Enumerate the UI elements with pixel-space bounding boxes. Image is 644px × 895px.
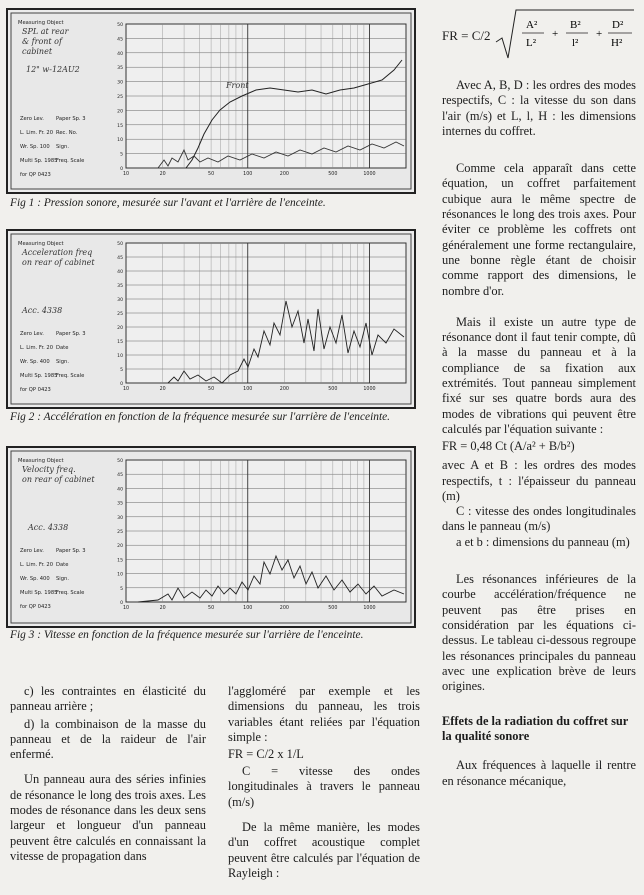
form-field: Date bbox=[56, 345, 69, 351]
y-tick-label: 10 bbox=[117, 354, 123, 359]
note: Velocity freq. bbox=[22, 465, 76, 474]
x-tick-label: 100 bbox=[243, 606, 253, 611]
x-tick-label: 20 bbox=[159, 172, 166, 177]
form-field: Multi Sp. 1985 bbox=[20, 158, 58, 164]
note: cabinet bbox=[22, 47, 53, 56]
y-tick-label: 0 bbox=[120, 167, 123, 172]
x-tick-label: 20 bbox=[159, 387, 166, 392]
left-paragraph-3: Un panneau aura des séries infinies de résonance le long des trois axes. Les modes de résonance dans les deux sens largeur et longueur d'un panneau peuvent être calculés en connaissant la vitesse de propagation dans bbox=[10, 772, 206, 863]
y-tick-label: 45 bbox=[117, 256, 123, 261]
left-column bbox=[10, 684, 206, 878]
y-tick-label: 30 bbox=[117, 298, 123, 303]
y-tick-label: 15 bbox=[117, 558, 123, 564]
note: Measuring Object bbox=[18, 241, 64, 247]
form-field: Freq. Scale bbox=[56, 373, 85, 379]
x-tick-label: 1000 bbox=[363, 606, 376, 611]
figure-1-caption: Fig 1 : Pression sonore, mesurée sur l'avant et l'arrière de l'enceinte. bbox=[10, 197, 326, 209]
rayleigh-formula-radical bbox=[494, 6, 634, 66]
right-paragraph-5: C : vitesse des ondes longitudinales dans le panneau (m/s) bbox=[442, 504, 636, 534]
mid-formula: FR = C/2 x 1/L bbox=[228, 747, 304, 762]
right-column bbox=[442, 6, 636, 803]
y-tick-label: 10 bbox=[117, 572, 123, 578]
svg-text:H²: H² bbox=[611, 37, 623, 49]
note: 12" w-12AU2 bbox=[26, 65, 80, 74]
x-tick-label: 200 bbox=[279, 172, 289, 177]
note: Acceleration freq bbox=[22, 248, 93, 257]
figure-1-grid bbox=[126, 24, 406, 168]
y-tick-label: 5 bbox=[120, 586, 123, 592]
y-tick-label: 20 bbox=[117, 109, 123, 115]
note: Acc. 4338 bbox=[22, 306, 63, 315]
form-field: Wr. Sp. 100 bbox=[20, 144, 50, 150]
right-paragraph-3: Mais il existe un autre type de résonance dont il faut tenir compte, dû à la masse du panneau et à la compliance de sa fixation aux extrémités. Tout panneau simplement fixé sur ses quatre bords aura des modes de vibrations qui peuvent être calculés par l'équation suivante : bbox=[442, 314, 636, 436]
y-tick-label: 35 bbox=[117, 284, 123, 289]
right-paragraph-4: avec A et B : les ordres des modes respectifs, t : l'épaisseur du panneau (m) bbox=[442, 458, 636, 503]
x-tick-label: 100 bbox=[243, 172, 253, 177]
form-field: for QP 0423 bbox=[20, 604, 51, 610]
form-field: Zero Lev. bbox=[20, 116, 44, 122]
mid-paragraph-3: De la même manière, les modes d'un coffret acoustique complet peuvent être calculés par l'équation de Rayleigh : bbox=[228, 820, 420, 880]
right-paragraph-8: Aux fréquences à laquelle il rentre en résonance mécanique, bbox=[442, 758, 636, 788]
form-field: Paper Sp. 3 bbox=[56, 548, 86, 554]
form-field: L. Lim. Fr. 20 bbox=[20, 562, 54, 568]
x-tick-label: 200 bbox=[279, 606, 289, 611]
svg-text:D²: D² bbox=[612, 19, 624, 31]
figure-1-chart bbox=[8, 10, 414, 192]
y-tick-label: 0 bbox=[120, 601, 123, 606]
y-tick-label: 5 bbox=[120, 368, 123, 373]
note: Measuring Object bbox=[18, 20, 64, 26]
figure-2-caption: Fig 2 : Accélération en fonction de la fréquence mesurée sur l'arrière de l'enceinte. bbox=[10, 411, 391, 423]
form-field: for QP 0423 bbox=[20, 172, 51, 178]
figure-3-chart bbox=[8, 448, 414, 626]
mid-paragraph-2: C = vitesse des ondes longitudinales à travers le panneau (m/s) bbox=[228, 764, 420, 809]
form-field: Sign. bbox=[56, 359, 69, 365]
y-tick-label: 0 bbox=[120, 382, 123, 387]
form-field: Rec. No. bbox=[56, 130, 78, 136]
rayleigh-formula-lhs: FR = C/2 bbox=[442, 28, 491, 43]
y-tick-label: 20 bbox=[117, 326, 123, 331]
form-field: Freq. Scale bbox=[56, 158, 85, 164]
y-tick-label: 10 bbox=[117, 138, 123, 144]
svg-text:l²: l² bbox=[572, 37, 579, 49]
x-tick-label: 50 bbox=[208, 172, 215, 177]
y-tick-label: 20 bbox=[117, 544, 123, 550]
form-field: Zero Lev. bbox=[20, 548, 44, 554]
note: SPL at rear bbox=[22, 27, 69, 36]
y-tick-label: 50 bbox=[117, 459, 123, 464]
x-tick-label: 500 bbox=[328, 387, 338, 392]
y-tick-label: 5 bbox=[120, 152, 123, 158]
note: on rear of cabinet bbox=[22, 475, 95, 484]
x-tick-label: 1000 bbox=[363, 172, 376, 177]
figure-3-caption: Fig 3 : Vitesse en fonction de la fréquence mesurée sur l'arrière de l'enceinte. bbox=[10, 629, 364, 641]
figure-2 bbox=[6, 229, 416, 409]
note: & front of bbox=[22, 37, 62, 46]
form-field: L. Lim. Fr. 20 bbox=[20, 130, 54, 136]
svg-text:+: + bbox=[552, 28, 559, 40]
figure-3-grid bbox=[126, 460, 406, 602]
svg-text:L²: L² bbox=[526, 37, 537, 49]
x-tick-label: 10 bbox=[122, 387, 130, 392]
section-heading: Effets de la radiation du coffret sur la qualité sonore bbox=[442, 714, 629, 744]
form-field: Freq. Scale bbox=[56, 590, 85, 596]
x-tick-label: 100 bbox=[243, 387, 253, 392]
y-tick-label: 50 bbox=[117, 242, 123, 247]
form-field: Multi Sp. 1985 bbox=[20, 590, 58, 596]
x-tick-label: 1000 bbox=[363, 387, 376, 392]
y-tick-label: 35 bbox=[117, 501, 123, 507]
y-tick-label: 25 bbox=[117, 312, 123, 317]
x-tick-label: 50 bbox=[208, 387, 215, 392]
svg-text:B²: B² bbox=[570, 19, 581, 31]
y-tick-label: 25 bbox=[117, 530, 123, 535]
form-field: Paper Sp. 3 bbox=[56, 331, 86, 337]
right-paragraph-1: Avec A, B, D : les ordres des modes respectifs, C : la vitesse du son dans l'air (m/s) et L, l, H : les dimensions internes du coffret. bbox=[442, 78, 636, 138]
form-field: Zero Lev. bbox=[20, 331, 44, 337]
y-tick-label: 30 bbox=[117, 515, 123, 521]
form-field: Sign. bbox=[56, 144, 69, 150]
figure-3 bbox=[6, 446, 416, 628]
form-field: Sign. bbox=[56, 576, 69, 582]
y-tick-label: 40 bbox=[117, 270, 123, 275]
form-field: Wr. Sp. 400 bbox=[20, 576, 50, 582]
y-tick-label: 30 bbox=[117, 80, 123, 86]
x-tick-label: 10 bbox=[122, 606, 130, 611]
right-paragraph-2: Comme cela apparaît dans cette équation, un coffret parfaitement cubique aura le même spectre de résonances le long des trois axes. Pour éviter ce problème les coffrets ont généralement une forme rectangulaire, une bonne règle étant de choisir comme rapport des dimensions, le nombre d'or. bbox=[442, 161, 636, 298]
note: Acc. 4338 bbox=[28, 523, 69, 532]
y-tick-label: 40 bbox=[117, 487, 123, 493]
middle-column bbox=[228, 684, 420, 895]
form-field: L. Lim. Fr. 20 bbox=[20, 345, 54, 351]
y-tick-label: 45 bbox=[117, 473, 123, 479]
x-tick-label: 20 bbox=[159, 606, 166, 611]
x-tick-label: 500 bbox=[328, 172, 338, 177]
svg-text:+: + bbox=[596, 28, 603, 40]
curve-label: Front bbox=[226, 81, 249, 90]
y-tick-label: 40 bbox=[117, 51, 123, 57]
x-tick-label: 10 bbox=[122, 172, 130, 177]
form-field: Paper Sp. 3 bbox=[56, 116, 86, 122]
right-paragraph-7: Les résonances inférieures de la courbe accélération/fréquence ne peuvent pas être prises en considération par les équations ci-dessus. Le tableau ci-dessous regroupe les résonances principales du panneau avec une explication brève de leurs origines. bbox=[442, 572, 636, 694]
x-tick-label: 500 bbox=[328, 606, 338, 611]
mid-paragraph-1: l'aggloméré par exemple et les dimensions du panneau, les trois variables étant reliées par l'équation simple : bbox=[228, 684, 420, 744]
form-field: Wr. Sp. 400 bbox=[20, 359, 50, 365]
panel-formula: FR = 0,48 Ct (A/a² + B/b²) bbox=[442, 439, 575, 454]
figure-2-grid bbox=[126, 243, 406, 383]
y-tick-label: 45 bbox=[117, 37, 123, 43]
form-field: Date bbox=[56, 562, 69, 568]
note: Measuring Object bbox=[18, 458, 64, 464]
figure-2-chart bbox=[8, 231, 414, 407]
left-paragraph-2: d) la combinaison de la masse du panneau et de la raideur de l'air enfermé. bbox=[10, 716, 206, 762]
y-tick-label: 15 bbox=[117, 123, 123, 129]
svg-text:A²: A² bbox=[526, 19, 538, 31]
y-tick-label: 50 bbox=[117, 23, 123, 28]
y-tick-label: 15 bbox=[117, 340, 123, 345]
form-field: Multi Sp. 1985 bbox=[20, 373, 58, 379]
x-tick-label: 50 bbox=[208, 606, 215, 611]
figure-1 bbox=[6, 8, 416, 194]
right-paragraph-6: a et b : dimensions du panneau (m) bbox=[456, 534, 630, 549]
x-tick-label: 200 bbox=[279, 387, 289, 392]
y-tick-label: 25 bbox=[117, 95, 123, 100]
form-field: for QP 0423 bbox=[20, 387, 51, 393]
note: on rear of cabinet bbox=[22, 258, 95, 267]
y-tick-label: 35 bbox=[117, 66, 123, 72]
left-paragraph-1: c) les contraintes en élasticité du panneau arrière ; bbox=[10, 684, 206, 714]
rayleigh-formula bbox=[442, 6, 636, 78]
